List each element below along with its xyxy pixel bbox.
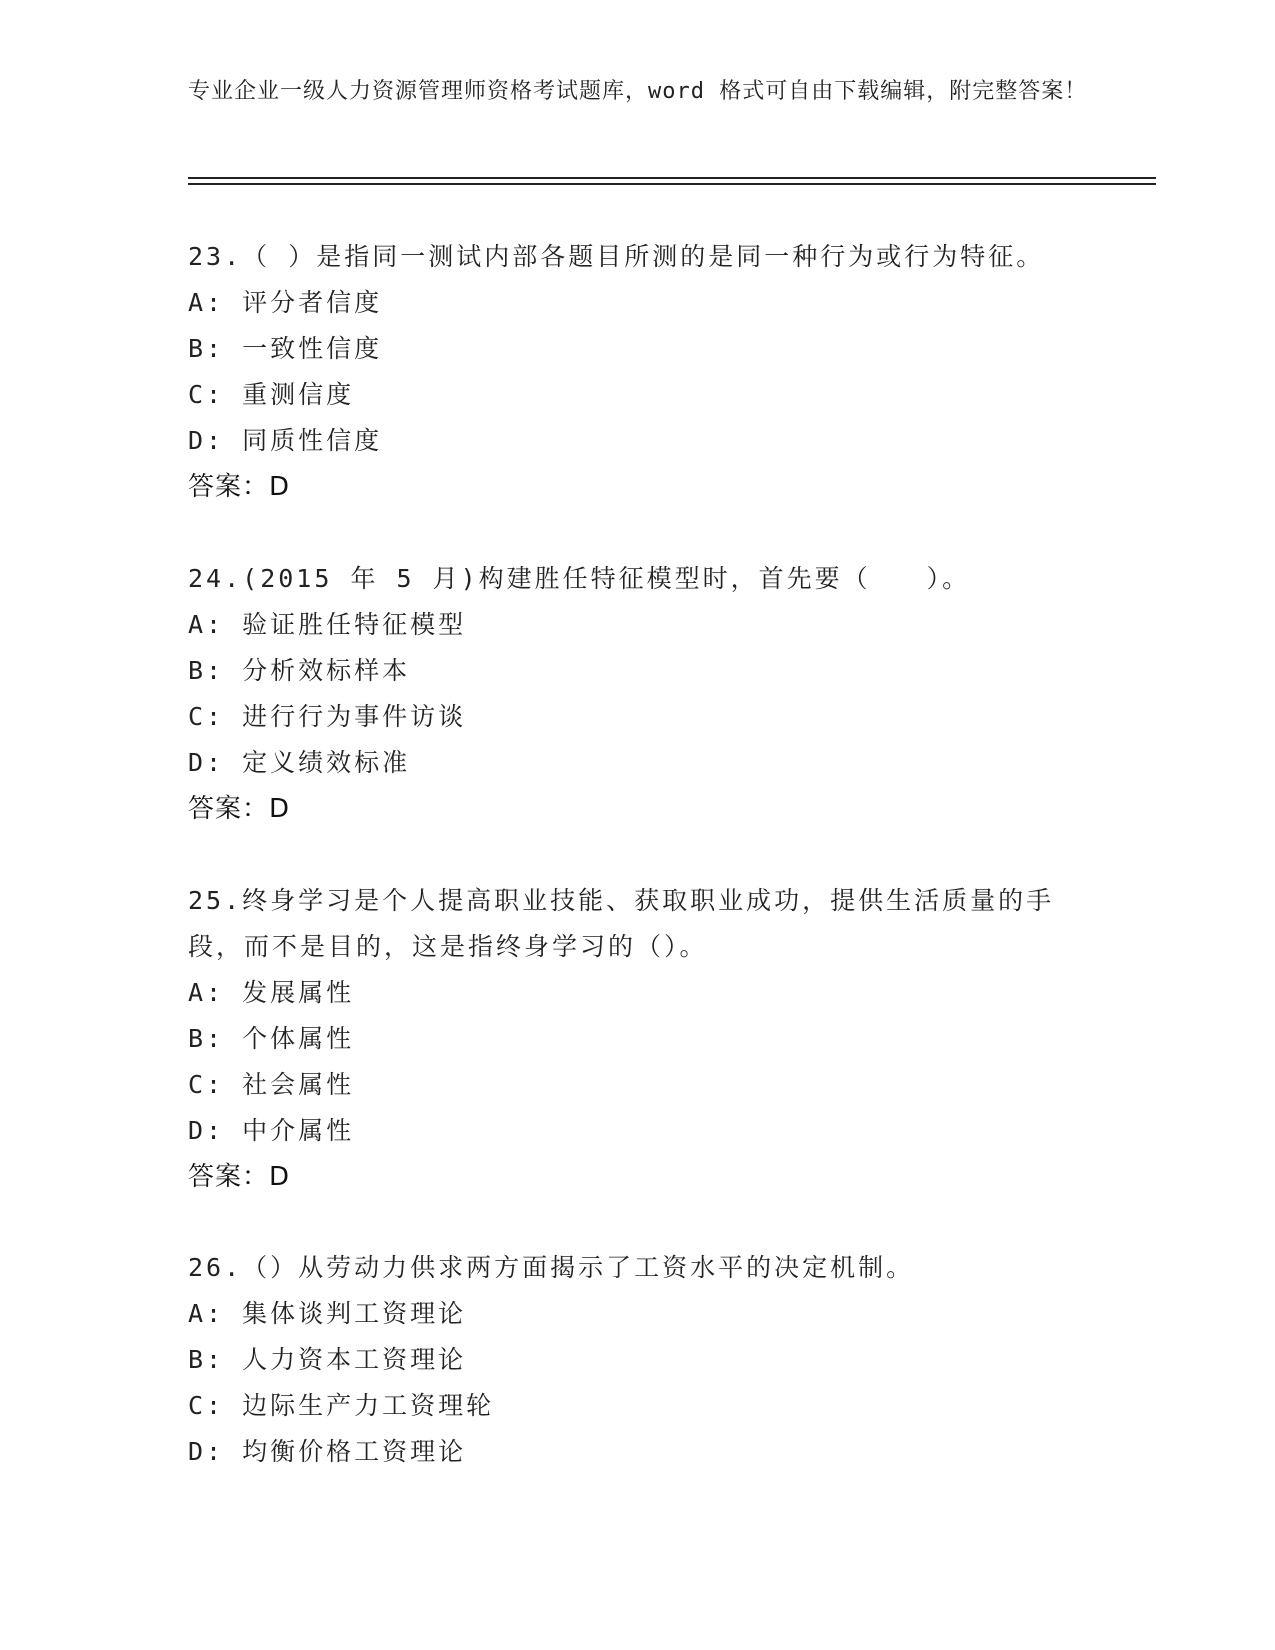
option-c: C: 社会属性 <box>188 1070 355 1099</box>
option-b: B: 个体属性 <box>188 1024 355 1053</box>
option-c: C: 重测信度 <box>188 380 355 409</box>
option-c: C: 进行行为事件访谈 <box>188 702 467 731</box>
option-d: D: 中介属性 <box>188 1116 355 1145</box>
document-header-text: 专业企业一级人力资源管理师资格考试题库，word 格式可自由下载编辑，附完整答案！ <box>188 79 1088 104</box>
question-25 <box>188 878 1088 1200</box>
question-stem: 26.（）从劳动力供求两方面揭示了工资水平的决定机制。 <box>188 1253 915 1282</box>
header-divider-top <box>188 177 1156 179</box>
option-d: D: 均衡价格工资理论 <box>188 1437 467 1466</box>
question-stem: 23.（ ）是指同一测试内部各题目所测的是同一种行为或行为特征。 <box>188 242 1045 271</box>
option-d: D: 定义绩效标准 <box>188 748 411 777</box>
option-b: B: 分析效标样本 <box>188 656 411 685</box>
question-26 <box>188 1245 1088 1475</box>
answer-line: 答案：D <box>188 794 291 824</box>
option-a: A: 发展属性 <box>188 978 355 1007</box>
option-d: D: 同质性信度 <box>188 426 383 455</box>
question-23 <box>188 234 1088 510</box>
option-b: B: 人力资本工资理论 <box>188 1345 467 1374</box>
question-24 <box>188 556 1088 832</box>
answer-line: 答案：D <box>188 1162 291 1192</box>
option-a: A: 集体谈判工资理论 <box>188 1299 467 1328</box>
option-a: A: 验证胜任特征模型 <box>188 610 467 639</box>
question-stem: 24.(2015 年 5 月)构建胜任特征模型时，首先要（ ）。 <box>188 564 971 593</box>
option-a: A: 评分者信度 <box>188 288 383 317</box>
option-b: B: 一致性信度 <box>188 334 383 363</box>
header-divider-bottom <box>188 183 1156 185</box>
option-c: C: 边际生产力工资理轮 <box>188 1391 495 1420</box>
question-stem: 25.终身学习是个人提高职业技能、获取职业成功，提供生活质量的手段，而不是目的，这是指终身学习的（）。 <box>188 886 1055 961</box>
answer-line: 答案：D <box>188 472 291 502</box>
